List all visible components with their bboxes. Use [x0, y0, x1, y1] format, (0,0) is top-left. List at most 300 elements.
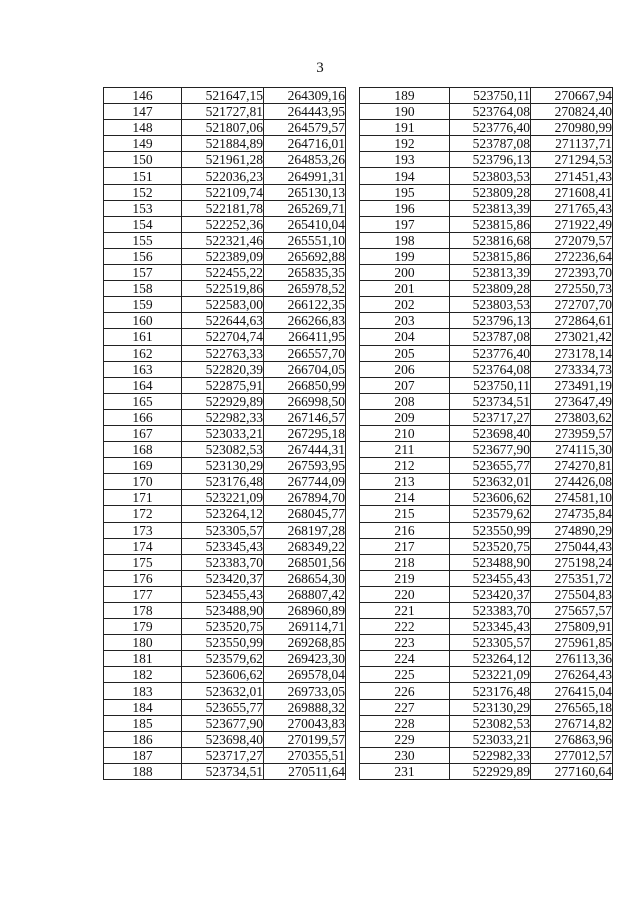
y-coordinate-cell: 273959,57: [531, 425, 613, 441]
table-row: [360, 329, 613, 345]
point-number-cell: 176: [104, 570, 182, 586]
y-coordinate-cell: 274581,10: [531, 490, 613, 506]
y-coordinate-cell: 265410,04: [264, 216, 346, 232]
y-coordinate-cell: 272079,57: [531, 232, 613, 248]
table-row: [104, 152, 346, 168]
x-coordinate-cell: 521807,06: [182, 120, 264, 136]
y-coordinate-cell: 273334,73: [531, 361, 613, 377]
y-coordinate-cell: 267744,09: [264, 474, 346, 490]
coordinates-table-right: [359, 87, 613, 780]
x-coordinate-cell: 523776,40: [450, 345, 531, 361]
point-number-cell: 159: [104, 297, 182, 313]
y-coordinate-cell: 266122,35: [264, 297, 346, 313]
table-row: [360, 715, 613, 731]
x-coordinate-cell: 523264,12: [182, 506, 264, 522]
point-number-cell: 161: [104, 329, 182, 345]
point-number-cell: 149: [104, 136, 182, 152]
table-row: [104, 184, 346, 200]
y-coordinate-cell: 271451,43: [531, 168, 613, 184]
y-coordinate-cell: 266998,50: [264, 393, 346, 409]
point-number-cell: 156: [104, 248, 182, 264]
x-coordinate-cell: 523488,90: [450, 554, 531, 570]
y-coordinate-cell: 268197,28: [264, 522, 346, 538]
x-coordinate-cell: 522036,23: [182, 168, 264, 184]
x-coordinate-cell: 523655,77: [182, 699, 264, 715]
y-coordinate-cell: 265978,52: [264, 281, 346, 297]
point-number-cell: 179: [104, 619, 182, 635]
table-row: [360, 683, 613, 699]
point-number-cell: 163: [104, 361, 182, 377]
x-coordinate-cell: 523176,48: [450, 683, 531, 699]
x-coordinate-cell: 523632,01: [182, 683, 264, 699]
point-number-cell: 212: [360, 458, 450, 474]
point-number-cell: 154: [104, 216, 182, 232]
page-number: 3: [316, 60, 324, 76]
x-coordinate-cell: 523345,43: [182, 538, 264, 554]
y-coordinate-cell: 274426,08: [531, 474, 613, 490]
table-row: [360, 442, 613, 458]
point-number-cell: 188: [104, 763, 182, 779]
table-row: [360, 232, 613, 248]
table-row: [360, 538, 613, 554]
point-number-cell: 160: [104, 313, 182, 329]
x-coordinate-cell: 523130,29: [182, 458, 264, 474]
point-number-cell: 164: [104, 377, 182, 393]
x-coordinate-cell: 523816,68: [450, 232, 531, 248]
table-row: [360, 152, 613, 168]
point-number-cell: 222: [360, 619, 450, 635]
point-number-cell: 148: [104, 120, 182, 136]
point-number-cell: 168: [104, 442, 182, 458]
x-coordinate-cell: 522875,91: [182, 377, 264, 393]
table-row: [104, 554, 346, 570]
x-coordinate-cell: 521727,81: [182, 104, 264, 120]
table-row: [104, 104, 346, 120]
point-number-cell: 187: [104, 747, 182, 763]
point-number-cell: 223: [360, 635, 450, 651]
x-coordinate-cell: 522704,74: [182, 329, 264, 345]
table-row: [104, 747, 346, 763]
y-coordinate-cell: 269268,85: [264, 635, 346, 651]
y-coordinate-cell: 277160,64: [531, 763, 613, 779]
table-row: [360, 184, 613, 200]
point-number-cell: 167: [104, 425, 182, 441]
y-coordinate-cell: 274115,30: [531, 442, 613, 458]
x-coordinate-cell: 523750,11: [450, 377, 531, 393]
table-row: [104, 393, 346, 409]
table-row: [360, 506, 613, 522]
table-row: [360, 297, 613, 313]
point-number-cell: 213: [360, 474, 450, 490]
y-coordinate-cell: 266266,83: [264, 313, 346, 329]
table-row: [104, 136, 346, 152]
table-row: [104, 216, 346, 232]
y-coordinate-cell: 275657,57: [531, 603, 613, 619]
y-coordinate-cell: 270824,40: [531, 104, 613, 120]
table-row: [360, 313, 613, 329]
table-row: [360, 699, 613, 715]
x-coordinate-cell: 523221,09: [450, 667, 531, 683]
x-coordinate-cell: 522763,33: [182, 345, 264, 361]
table-row: [360, 731, 613, 747]
y-coordinate-cell: 267593,95: [264, 458, 346, 474]
y-coordinate-cell: 265130,13: [264, 184, 346, 200]
point-number-cell: 191: [360, 120, 450, 136]
y-coordinate-cell: 264716,01: [264, 136, 346, 152]
y-coordinate-cell: 267894,70: [264, 490, 346, 506]
y-coordinate-cell: 270511,64: [264, 763, 346, 779]
table-row: [104, 232, 346, 248]
x-coordinate-cell: 522929,89: [450, 763, 531, 779]
table-row: [360, 747, 613, 763]
point-number-cell: 178: [104, 603, 182, 619]
table-row: [104, 763, 346, 779]
table-row: [104, 281, 346, 297]
x-coordinate-cell: 522644,63: [182, 313, 264, 329]
y-coordinate-cell: 269114,71: [264, 619, 346, 635]
table-row: [104, 329, 346, 345]
table-row: [104, 570, 346, 586]
y-coordinate-cell: 269423,30: [264, 651, 346, 667]
y-coordinate-cell: 272864,61: [531, 313, 613, 329]
point-number-cell: 170: [104, 474, 182, 490]
table-row: [104, 603, 346, 619]
x-coordinate-cell: 523776,40: [450, 120, 531, 136]
x-coordinate-cell: 523345,43: [450, 619, 531, 635]
table-row: [104, 715, 346, 731]
table-row: [360, 603, 613, 619]
x-coordinate-cell: 523033,21: [450, 731, 531, 747]
table-row: [104, 458, 346, 474]
point-number-cell: 158: [104, 281, 182, 297]
y-coordinate-cell: 267146,57: [264, 409, 346, 425]
point-number-cell: 150: [104, 152, 182, 168]
x-coordinate-cell: 523698,40: [182, 731, 264, 747]
y-coordinate-cell: 273178,14: [531, 345, 613, 361]
y-coordinate-cell: 273021,42: [531, 329, 613, 345]
y-coordinate-cell: 265551,10: [264, 232, 346, 248]
table-row: [360, 619, 613, 635]
y-coordinate-cell: 266704,05: [264, 361, 346, 377]
table-row: [104, 425, 346, 441]
x-coordinate-cell: 523764,08: [450, 361, 531, 377]
x-coordinate-cell: 521884,89: [182, 136, 264, 152]
table-row: [360, 667, 613, 683]
x-coordinate-cell: 523550,99: [450, 522, 531, 538]
x-coordinate-cell: 523717,27: [450, 409, 531, 425]
table-row: [104, 313, 346, 329]
y-coordinate-cell: 269888,32: [264, 699, 346, 715]
y-coordinate-cell: 268807,42: [264, 586, 346, 602]
point-number-cell: 169: [104, 458, 182, 474]
y-coordinate-cell: 266557,70: [264, 345, 346, 361]
point-number-cell: 146: [104, 88, 182, 104]
point-number-cell: 174: [104, 538, 182, 554]
table-row: [104, 265, 346, 281]
x-coordinate-cell: 523677,90: [182, 715, 264, 731]
x-coordinate-cell: 523815,86: [450, 248, 531, 264]
y-coordinate-cell: 270355,51: [264, 747, 346, 763]
x-coordinate-cell: 523455,43: [182, 586, 264, 602]
y-coordinate-cell: 269578,04: [264, 667, 346, 683]
y-coordinate-cell: 272393,70: [531, 265, 613, 281]
x-coordinate-cell: 523082,53: [182, 442, 264, 458]
point-number-cell: 209: [360, 409, 450, 425]
y-coordinate-cell: 275351,72: [531, 570, 613, 586]
table-row: [360, 104, 613, 120]
table-row: [104, 619, 346, 635]
table-row: [360, 265, 613, 281]
x-coordinate-cell: 523420,37: [182, 570, 264, 586]
x-coordinate-cell: 523632,01: [450, 474, 531, 490]
point-number-cell: 181: [104, 651, 182, 667]
point-number-cell: 192: [360, 136, 450, 152]
y-coordinate-cell: 268349,22: [264, 538, 346, 554]
point-number-cell: 175: [104, 554, 182, 570]
y-coordinate-cell: 268960,89: [264, 603, 346, 619]
y-coordinate-cell: 270199,57: [264, 731, 346, 747]
y-coordinate-cell: 276415,04: [531, 683, 613, 699]
x-coordinate-cell: 523796,13: [450, 152, 531, 168]
point-number-cell: 228: [360, 715, 450, 731]
y-coordinate-cell: 275198,24: [531, 554, 613, 570]
x-coordinate-cell: 523033,21: [182, 425, 264, 441]
x-coordinate-cell: 521961,28: [182, 152, 264, 168]
x-coordinate-cell: 522820,39: [182, 361, 264, 377]
x-coordinate-cell: 523813,39: [450, 265, 531, 281]
y-coordinate-cell: 272236,64: [531, 248, 613, 264]
x-coordinate-cell: 523734,51: [450, 393, 531, 409]
table-row: [360, 377, 613, 393]
y-coordinate-cell: 271608,41: [531, 184, 613, 200]
y-coordinate-cell: 268501,56: [264, 554, 346, 570]
x-coordinate-cell: 523750,11: [450, 88, 531, 104]
point-number-cell: 214: [360, 490, 450, 506]
x-coordinate-cell: 523550,99: [182, 635, 264, 651]
y-coordinate-cell: 273803,62: [531, 409, 613, 425]
table-row: [360, 474, 613, 490]
table-row: [360, 168, 613, 184]
table-row: [360, 490, 613, 506]
table-row: [360, 570, 613, 586]
point-number-cell: 172: [104, 506, 182, 522]
point-number-cell: 184: [104, 699, 182, 715]
x-coordinate-cell: 523787,08: [450, 136, 531, 152]
y-coordinate-cell: 272707,70: [531, 297, 613, 313]
x-coordinate-cell: 523787,08: [450, 329, 531, 345]
point-number-cell: 196: [360, 200, 450, 216]
table-row: [104, 442, 346, 458]
table-row: [360, 248, 613, 264]
point-number-cell: 190: [360, 104, 450, 120]
table-row: [104, 506, 346, 522]
point-number-cell: 193: [360, 152, 450, 168]
y-coordinate-cell: 271765,43: [531, 200, 613, 216]
point-number-cell: 210: [360, 425, 450, 441]
y-coordinate-cell: 277012,57: [531, 747, 613, 763]
table-row: [360, 281, 613, 297]
point-number-cell: 226: [360, 683, 450, 699]
x-coordinate-cell: 523383,70: [450, 603, 531, 619]
y-coordinate-cell: 270043,83: [264, 715, 346, 731]
table-row: [360, 409, 613, 425]
table-row: [360, 458, 613, 474]
y-coordinate-cell: 276565,18: [531, 699, 613, 715]
y-coordinate-cell: 275809,91: [531, 619, 613, 635]
table-row: [360, 120, 613, 136]
table-row: [360, 88, 613, 104]
y-coordinate-cell: 275044,43: [531, 538, 613, 554]
point-number-cell: 231: [360, 763, 450, 779]
y-coordinate-cell: 267444,31: [264, 442, 346, 458]
table-row: [104, 120, 346, 136]
point-number-cell: 225: [360, 667, 450, 683]
x-coordinate-cell: 523813,39: [450, 200, 531, 216]
point-number-cell: 216: [360, 522, 450, 538]
point-number-cell: 155: [104, 232, 182, 248]
y-coordinate-cell: 265835,35: [264, 265, 346, 281]
x-coordinate-cell: 523579,62: [182, 651, 264, 667]
x-coordinate-cell: 523579,62: [450, 506, 531, 522]
x-coordinate-cell: 523082,53: [450, 715, 531, 731]
y-coordinate-cell: 276113,36: [531, 651, 613, 667]
point-number-cell: 182: [104, 667, 182, 683]
point-number-cell: 183: [104, 683, 182, 699]
table-row: [104, 490, 346, 506]
point-number-cell: 218: [360, 554, 450, 570]
x-coordinate-cell: 523176,48: [182, 474, 264, 490]
y-coordinate-cell: 270667,94: [531, 88, 613, 104]
x-coordinate-cell: 522519,86: [182, 281, 264, 297]
table-row: [104, 586, 346, 602]
x-coordinate-cell: 523803,53: [450, 168, 531, 184]
point-number-cell: 208: [360, 393, 450, 409]
table-row: [104, 538, 346, 554]
table-row: [104, 635, 346, 651]
point-number-cell: 177: [104, 586, 182, 602]
x-coordinate-cell: 523734,51: [182, 763, 264, 779]
point-number-cell: 153: [104, 200, 182, 216]
point-number-cell: 197: [360, 216, 450, 232]
y-coordinate-cell: 269733,05: [264, 683, 346, 699]
point-number-cell: 200: [360, 265, 450, 281]
x-coordinate-cell: 523305,57: [182, 522, 264, 538]
table-row: [104, 200, 346, 216]
y-coordinate-cell: 265269,71: [264, 200, 346, 216]
table-row: [104, 297, 346, 313]
y-coordinate-cell: 275504,83: [531, 586, 613, 602]
point-number-cell: 202: [360, 297, 450, 313]
point-number-cell: 198: [360, 232, 450, 248]
y-coordinate-cell: 271922,49: [531, 216, 613, 232]
point-number-cell: 186: [104, 731, 182, 747]
point-number-cell: 195: [360, 184, 450, 200]
y-coordinate-cell: 264991,31: [264, 168, 346, 184]
point-number-cell: 162: [104, 345, 182, 361]
y-coordinate-cell: 266411,95: [264, 329, 346, 345]
table-row: [360, 136, 613, 152]
point-number-cell: 180: [104, 635, 182, 651]
x-coordinate-cell: 523264,12: [450, 651, 531, 667]
x-coordinate-cell: 523455,43: [450, 570, 531, 586]
y-coordinate-cell: 274735,84: [531, 506, 613, 522]
x-coordinate-cell: 523305,57: [450, 635, 531, 651]
table-row: [360, 554, 613, 570]
table-row: [104, 522, 346, 538]
table-row: [104, 409, 346, 425]
point-number-cell: 207: [360, 377, 450, 393]
point-number-cell: 219: [360, 570, 450, 586]
table-row: [104, 683, 346, 699]
point-number-cell: 215: [360, 506, 450, 522]
x-coordinate-cell: 523520,75: [182, 619, 264, 635]
x-coordinate-cell: 522389,09: [182, 248, 264, 264]
table-row: [360, 345, 613, 361]
y-coordinate-cell: 265692,88: [264, 248, 346, 264]
table-row: [360, 586, 613, 602]
table-row: [360, 635, 613, 651]
point-number-cell: 147: [104, 104, 182, 120]
x-coordinate-cell: 523815,86: [450, 216, 531, 232]
table-row: [360, 763, 613, 779]
x-coordinate-cell: 522455,22: [182, 265, 264, 281]
table-row: [360, 393, 613, 409]
y-coordinate-cell: 266850,99: [264, 377, 346, 393]
table-row: [360, 216, 613, 232]
point-number-cell: 211: [360, 442, 450, 458]
point-number-cell: 217: [360, 538, 450, 554]
table-row: [360, 522, 613, 538]
point-number-cell: 152: [104, 184, 182, 200]
x-coordinate-cell: 523606,62: [450, 490, 531, 506]
point-number-cell: 220: [360, 586, 450, 602]
table-row: [104, 699, 346, 715]
y-coordinate-cell: 264309,16: [264, 88, 346, 104]
table-row: [360, 200, 613, 216]
point-number-cell: 206: [360, 361, 450, 377]
point-number-cell: 185: [104, 715, 182, 731]
x-coordinate-cell: 523383,70: [182, 554, 264, 570]
point-number-cell: 205: [360, 345, 450, 361]
table-row: [104, 361, 346, 377]
x-coordinate-cell: 522982,33: [182, 409, 264, 425]
x-coordinate-cell: 523809,28: [450, 281, 531, 297]
y-coordinate-cell: 268045,77: [264, 506, 346, 522]
x-coordinate-cell: 522982,33: [450, 747, 531, 763]
x-coordinate-cell: 523677,90: [450, 442, 531, 458]
table-row: [360, 651, 613, 667]
table-row: [104, 168, 346, 184]
point-number-cell: 227: [360, 699, 450, 715]
y-coordinate-cell: 274890,29: [531, 522, 613, 538]
point-number-cell: 165: [104, 393, 182, 409]
table-row: [360, 425, 613, 441]
x-coordinate-cell: 523655,77: [450, 458, 531, 474]
y-coordinate-cell: 276714,82: [531, 715, 613, 731]
x-coordinate-cell: 523809,28: [450, 184, 531, 200]
coordinates-table-left: [103, 87, 346, 780]
x-coordinate-cell: 522109,74: [182, 184, 264, 200]
x-coordinate-cell: 523221,09: [182, 490, 264, 506]
x-coordinate-cell: 523796,13: [450, 313, 531, 329]
point-number-cell: 203: [360, 313, 450, 329]
y-coordinate-cell: 274270,81: [531, 458, 613, 474]
x-coordinate-cell: 523606,62: [182, 667, 264, 683]
y-coordinate-cell: 276863,96: [531, 731, 613, 747]
y-coordinate-cell: 275961,85: [531, 635, 613, 651]
table-row: [104, 474, 346, 490]
point-number-cell: 166: [104, 409, 182, 425]
